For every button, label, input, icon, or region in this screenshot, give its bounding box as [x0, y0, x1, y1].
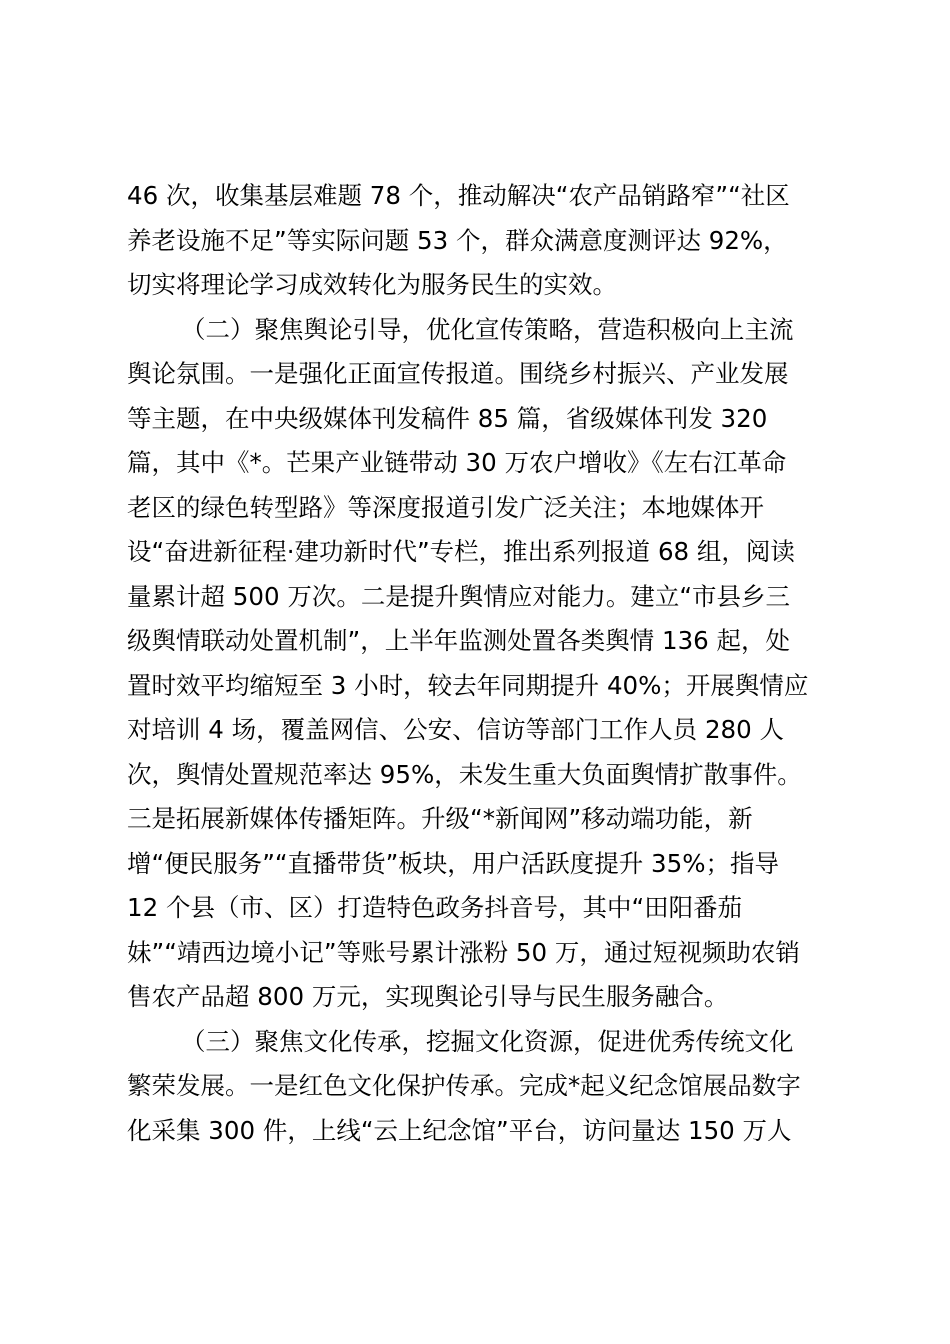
- text-line: 级舆情联动处置机制”，上半年监测处置各类舆情 136 起，处: [127, 626, 791, 655]
- text-line: 养老设施不足”等实际问题 53 个，群众满意度测评达 92%，: [127, 225, 788, 255]
- text-line: 切实将理论学习成效转化为服务民生的实效。: [127, 270, 617, 299]
- text-line: 老区的绿色转型路》等深度报道引发广泛关注；本地媒体开: [127, 492, 764, 522]
- text-line: 对培训 4 场，覆盖网信、公安、信访等部门工作人员 280 人: [127, 715, 784, 744]
- text-line: 量累计超 500 万次。二是提升舆情应对能力。建立“市县乡三: [127, 581, 791, 611]
- text-line: 篇，其中《*。芒果产业链带动 30 万农户增收》《左右江革命: [127, 448, 787, 477]
- text-line: 三是拓展新媒体传播矩阵。升级“*新闻网”移动端功能，新: [127, 804, 753, 833]
- paragraph-heading-line: （二）聚焦舆论引导，优化宣传策略，营造积极向上主流: [181, 314, 794, 344]
- text-line: 次，舆情处置规范率达 95%，未发生重大负面舆情扩散事件。: [127, 759, 802, 789]
- text-line: 售农产品超 800 万元，实现舆论引导与民生服务融合。: [127, 982, 729, 1011]
- text-line: 设“奋进新征程·建功新时代”专栏，推出系列报道 68 组，阅读: [127, 537, 795, 566]
- text-line: 妹”“靖西边境小记”等账号累计涨粉 50 万，通过短视频助农销: [127, 937, 800, 967]
- text-line: 增“便民服务”“直播带货”板块，用户活跃度提升 35%；指导: [127, 848, 780, 878]
- text-line: 舆论氛围。一是强化正面宣传报道。围绕乡村振兴、产业发展: [127, 359, 789, 388]
- document-body: [127, 174, 847, 1153]
- text-line: 等主题，在中央级媒体刊发稿件 85 篇，省级媒体刊发 320: [127, 403, 768, 433]
- text-line: 置时效平均缩短至 3 小时，较去年同期提升 40%；开展舆情应: [127, 670, 809, 700]
- text-line: 化采集 300 件，上线“云上纪念馆”平台，访问量达 150 万人: [127, 1115, 792, 1145]
- text-line: 12 个县（市、区）打造特色政务抖音号，其中“田阳番茄: [127, 893, 743, 922]
- text-line: 46 次，收集基层难题 78 个，推动解决“农产品销路窄”“社区: [127, 181, 790, 210]
- text-line: 繁荣发展。一是红色文化保护传承。完成*起义纪念馆展品数字: [127, 1071, 801, 1100]
- paragraph-heading-line: （三）聚焦文化传承，挖掘文化资源，促进优秀传统文化: [181, 1026, 794, 1056]
